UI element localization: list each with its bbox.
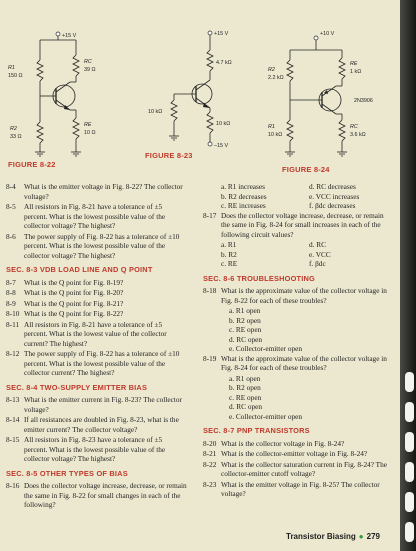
question-8-11: 8-11 All resistors in Fig. 8-21 have a tolerance of ±5 percent. What is the lowest value of the collector current? The highest? (6, 319, 167, 348)
question-8-8: 8-8 What is the Q point for Fig. 8-20? (6, 288, 124, 297)
binder-hole (405, 462, 414, 482)
question-8-17: 8-17 Does the collector voltage increase, decrease, or remain the same in Fig. 8-24 for small increases in each of the following circuit values? (203, 210, 384, 239)
page-footer (286, 532, 380, 541)
fig22-re-label: RE (84, 122, 92, 128)
question-8-17-options: a. R1 d. RC b. R2 e. VCC c. RE f. βdc (221, 240, 331, 268)
fig23-rb-value: 10 kΩ (148, 109, 163, 115)
fig22-rc-label: RC (84, 59, 92, 65)
question-8-9: 8-9 What is the Q point for Fig. 8-21? (6, 298, 124, 308)
section-8-3-heading: SEC. 8-3 VDB LOAD LINE AND Q POINT (6, 265, 153, 274)
fig22-r1-value: 150 Ω (8, 73, 23, 79)
circuit-figures (0, 0, 400, 180)
section-8-7-heading: SEC. 8-7 PNP TRANSISTORS (203, 426, 310, 435)
fig24-re-label: RE (350, 61, 358, 67)
question-8-10: 8-10 What is the Q point for Fig. 8-22? (6, 309, 124, 318)
fig24-rc-value: 3.6 kΩ (350, 132, 366, 138)
section-8-6-heading: SEC. 8-6 TROUBLESHOOTING (203, 273, 315, 283)
question-8-16: 8-16 Does the collector voltage increase, decrease, or remain the same in Fig. 8-22 for small changes in each of the following? (6, 481, 187, 509)
fig24-rc-label: RC (350, 124, 358, 130)
question-8-21: 8-21 What is the collector-emitter voltage in Fig. 8-24? (203, 449, 368, 458)
page-number: 279 (366, 532, 380, 541)
question-8-15: 8-15 All resistors in Fig. 8-23 have a tolerance of ±5 percent. What is the lowest possible value of the collector voltage? The highest? (6, 435, 166, 463)
bullet-icon: ● (358, 532, 364, 541)
question-8-14: 8-14 If all resistances are doubled in Fig. 8-23, what is the emitter current? The collector voltage? (6, 415, 179, 434)
question-8-20: 8-20 What is the collector voltage in Fig. 8-24? (203, 438, 345, 448)
fig22-r2-value: 33 Ω (10, 134, 22, 140)
fig22-caption: FIGURE 8-22 (8, 160, 56, 169)
fig22-r2-label: R2 (10, 126, 17, 132)
question-8-5: 8-5 All resistors in Fig. 8-21 have a tolerance of ±5 percent. What is the lowest possible value of the collector voltage? The highest? (6, 202, 166, 230)
fig24-r2-label: R2 (268, 67, 275, 73)
binder-hole (405, 402, 414, 422)
section-8-4-heading: SEC. 8-4 TWO-SUPPLY EMITTER BIAS (6, 382, 148, 392)
question-8-12: 8-12 The power supply of Fig. 8-22 has a tolerance of ±10 percent. What is the lowest possible value of the collector current? The highest? (6, 349, 180, 377)
binder-hole (405, 372, 414, 392)
question-8-19-options: a. R1 open b. R2 open c. RE open d. RC open e. Collector-emitter open (229, 373, 302, 421)
question-8-18: 8-18 What is the approximate value of the collector voltage in Fig. 8-22 for each of these troubles? (203, 286, 387, 305)
fig22-vcc: +15 V (62, 33, 77, 39)
question-8-4: 8-4 What is the emitter voltage in Fig. 8-22? The collector voltage? (6, 182, 183, 201)
fig24-r1-label: R1 (268, 124, 275, 130)
question-8-13: 8-13 What is the emitter current in Fig. 8-23? The collector voltage? (6, 395, 182, 414)
question-8-7: 8-7 What is the Q point for Fig. 8-19? (6, 277, 124, 287)
fig23-vcc: +15 V (214, 31, 229, 37)
fig24-re-value: 1 kΩ (350, 69, 362, 75)
question-8-18-options: a. R1 open b. R2 open c. RE open d. RC open e. Collector-emitter open (229, 306, 302, 353)
left-column (6, 182, 187, 511)
question-8-22: 8-22 What is the collector saturation current in Fig. 8-24? The collector-emitter cutoff voltage? (203, 459, 388, 478)
fig22-re-value: 10 Ω (84, 130, 96, 136)
fig24-vcc: +10 V (320, 31, 335, 37)
fig23-vee: –15 V (214, 143, 229, 149)
question-8-19: 8-19 What is the approximate value of the collector voltage in Fig. 8-24 for each of these troubles? (203, 353, 387, 372)
fig24-r2-value: 2.2 kΩ (268, 75, 284, 81)
fig22-r1-label: R1 (8, 65, 15, 71)
section-8-5-heading: SEC. 8-5 OTHER TYPES OF BIAS (6, 468, 128, 478)
fig23-rc-value: 4.7 kΩ (216, 60, 232, 66)
fig22-rc-value: 39 Ω (84, 67, 96, 73)
fig23-caption: FIGURE 8-23 (145, 151, 193, 160)
binder-hole (405, 432, 414, 452)
binder-hole (405, 522, 414, 542)
fig24-transistor: 2N3906 (354, 98, 373, 104)
question-8-23: 8-23 What is the emitter voltage in Fig. 8-25? The collector voltage? (203, 479, 380, 498)
fig23-re-value: 10 kΩ (216, 121, 231, 127)
question-8-6: 8-6 The power supply of Fig. 8-22 has a tolerance of ±10 percent. What is the lowest possible value of the collector voltage? The highest? (6, 231, 180, 260)
right-column (203, 182, 391, 500)
footer-chapter-title: Transistor Biasing (286, 532, 356, 541)
binder-hole (405, 492, 414, 512)
question-8-16-options: a. R1 increases d. RC decreases b. R2 decreases e. VCC increases c. RE increases f. βdc decreases (221, 182, 360, 210)
fig24-caption: FIGURE 8-24 (282, 165, 330, 174)
fig24-r1-value: 10 kΩ (268, 132, 283, 138)
